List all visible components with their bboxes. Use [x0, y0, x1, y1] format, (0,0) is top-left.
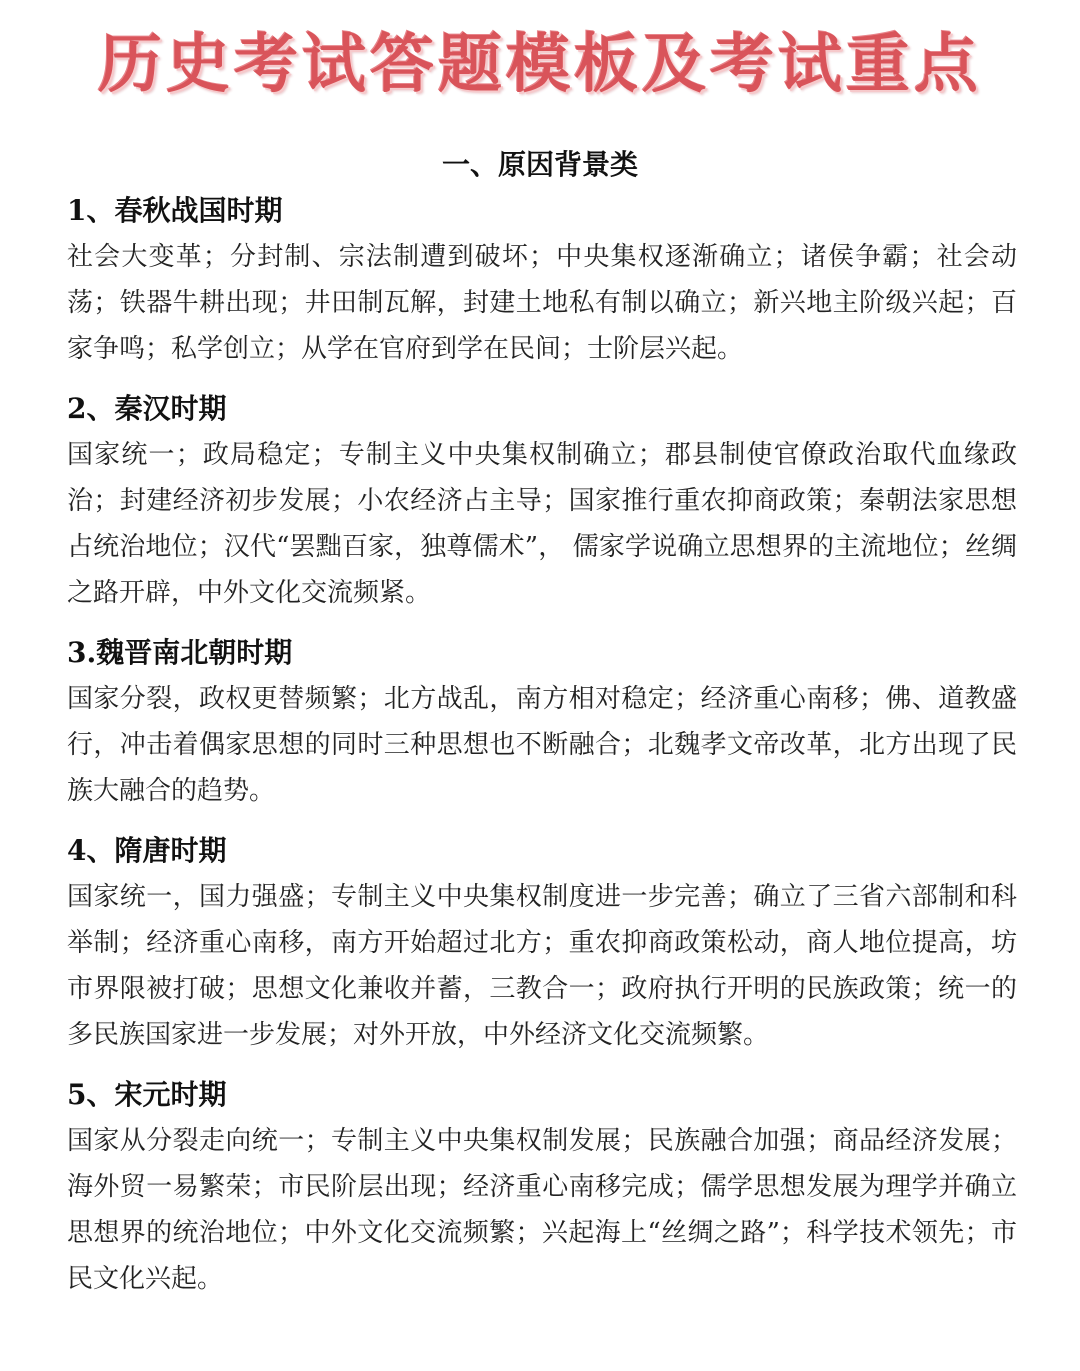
topic-title: 1、春秋战国时期 — [67, 194, 283, 227]
topic-spring-autumn — [67, 188, 1017, 372]
topic-body: 国家统一，国力强盛；专制主义中央集权制度进一步完善；确立了三省六部制和科举制；经济重心南移，南方开始超过北方；重农抑商政策松动，商人地位提高，坊市界限被打破；思想文化兼收并蓄，三教合一；政府执行开明的民族政策；统一的多民族国家进一步发展；对外开放，中外经济文化交流频繁。 — [67, 882, 1017, 1050]
content-body — [67, 188, 1017, 1316]
title-banner — [0, 0, 1080, 118]
topic-body: 国家统一；政局稳定；专制主义中央集权制确立；郡县制使官僚政治取代血缘政治；封建经济初步发展；小农经济占主导；国家推行重农抑商政策；秦朝法家思想占统治地位；汉代“罢黜百家，独尊儒术”， 儒家学说确立思想界的主流地位；丝绸之路开辟，中外文化交流频紧。 — [67, 440, 1017, 608]
topic-title: 5、宋元时期 — [67, 1078, 227, 1111]
topic-body: 国家从分裂走向统一；专制主义中央集权制发展；民族融合加强；商品经济发展；海外贸一易繁荣；市民阶层出现；经济重心南移完成；儒学思想发展为理学并确立思想界的统治地位；中外文化交流频繁；兴起海上“丝绸之路”；科学技术领先；市民文化兴起。 — [67, 1126, 1017, 1294]
section-heading: 一、原因背景类 — [441, 148, 638, 181]
topic-qin-han — [67, 386, 1017, 616]
topic-title: 3.魏晋南北朝时期 — [67, 636, 293, 669]
topic-title: 4、隋唐时期 — [67, 834, 227, 867]
topic-body: 国家分裂，政权更替频繁；北方战乱，南方相对稳定；经济重心南移；佛、道教盛行，冲击着偶家思想的同时三种思想也不断融合；北魏孝文帝改革，北方出现了民族大融合的趋势。 — [67, 684, 1017, 806]
topic-wei-jin — [67, 630, 1017, 814]
topic-sui-tang — [67, 828, 1017, 1058]
topic-title: 2、秦汉时期 — [67, 392, 227, 425]
topic-song-yuan — [67, 1072, 1017, 1302]
page-title: 历史考试答题模板及考试重点 — [98, 28, 982, 102]
topic-body: 社会大变革；分封制、宗法制遭到破坏；中央集权逐渐确立；诸侯争霸；社会动荡；铁器牛耕出现；井田制瓦解，封建土地私有制以确立；新兴地主阶级兴起；百家争鸣；私学创立；从学在官府到学在民间；士阶层兴起。 — [67, 242, 1017, 364]
